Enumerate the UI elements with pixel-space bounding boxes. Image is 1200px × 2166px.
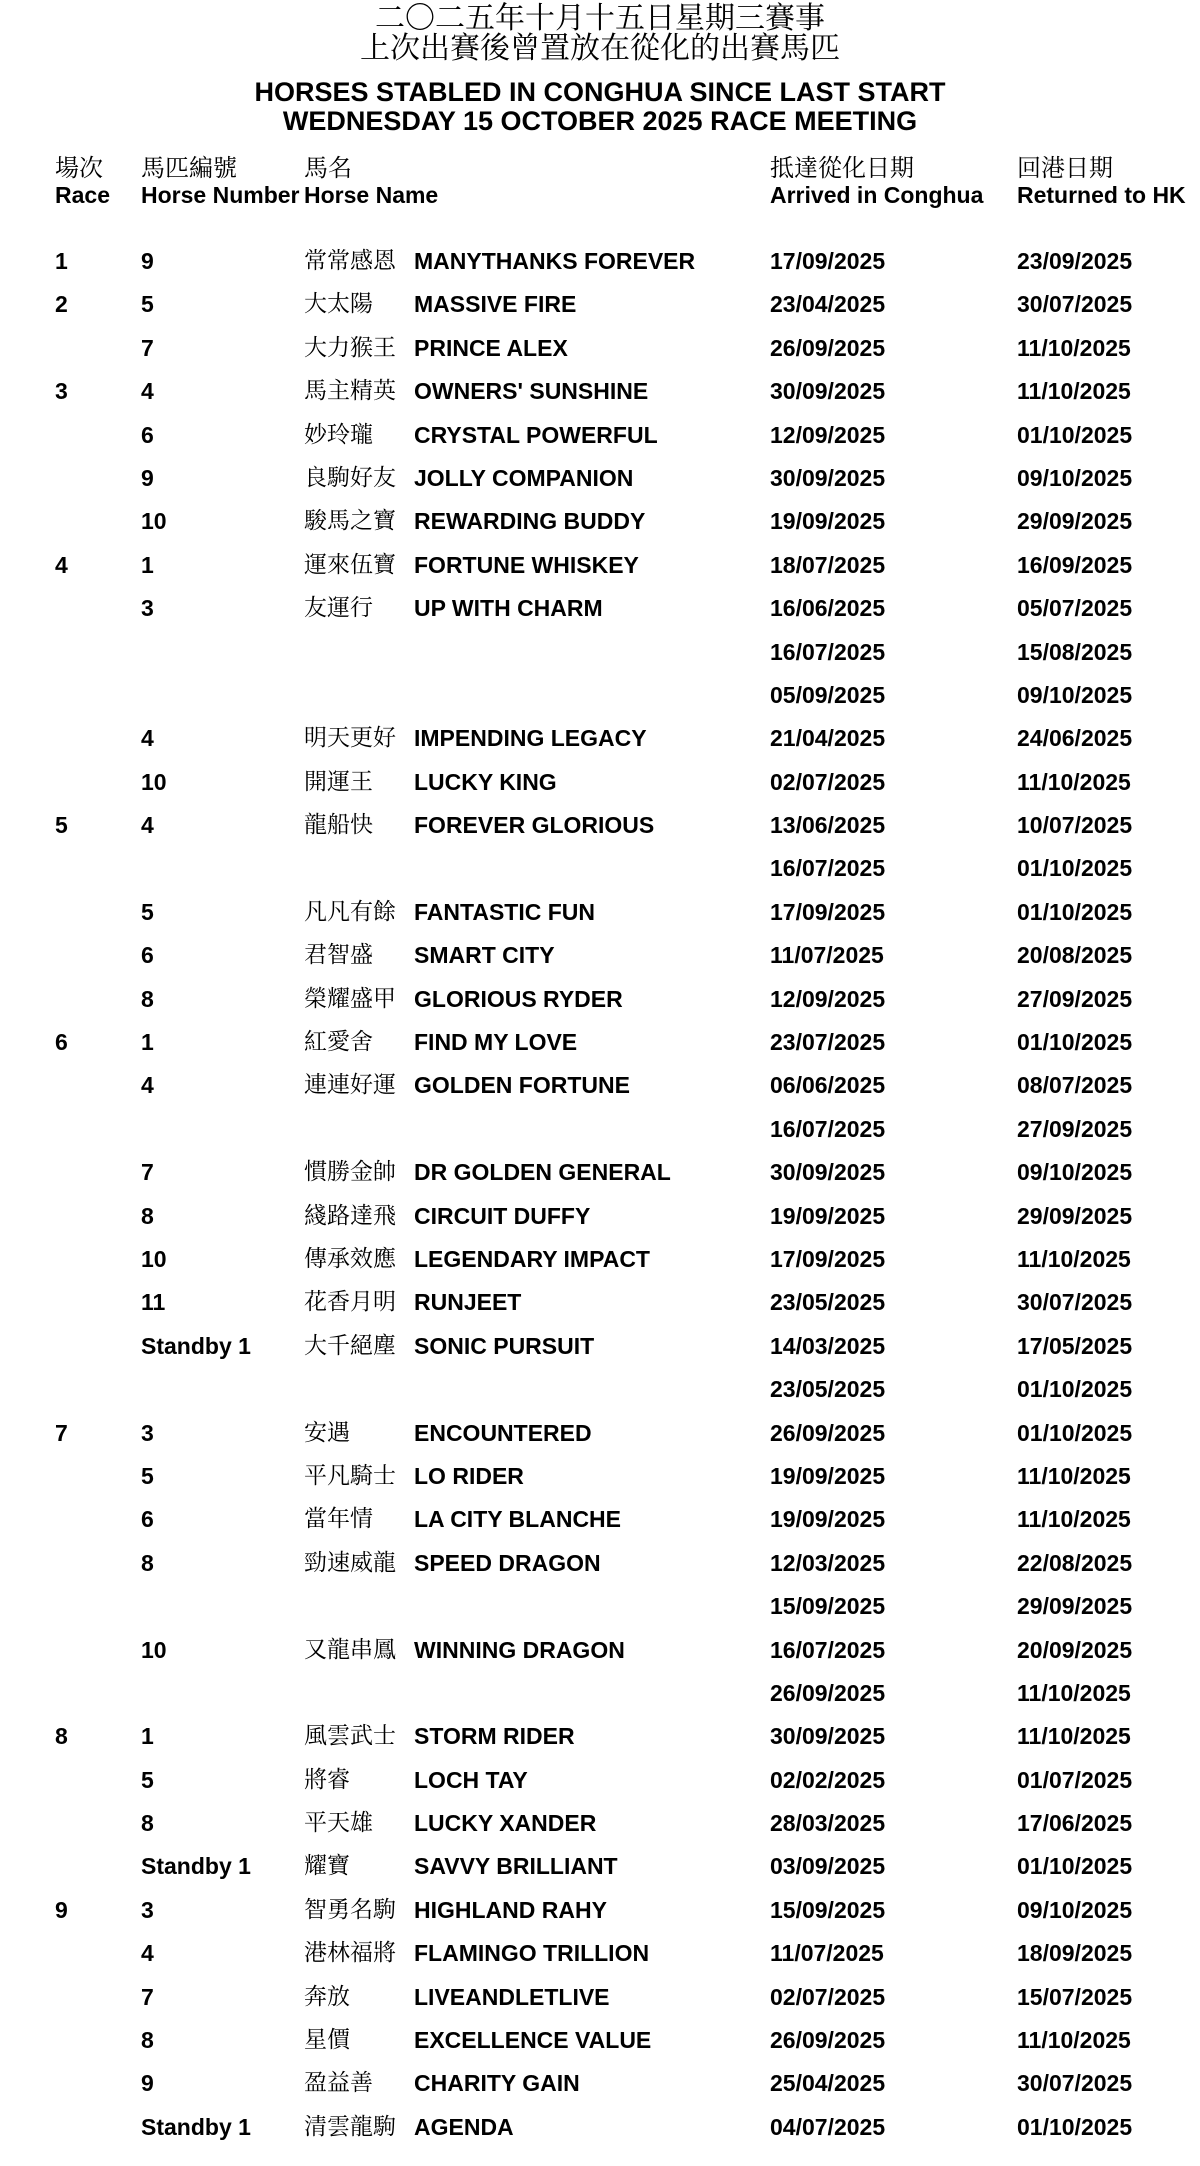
header-horse-number <box>141 154 299 209</box>
race-number: 7 <box>55 1419 68 1446</box>
table-row <box>0 414 1200 457</box>
title-chinese-line-1: 二〇二五年十月十五日星期三賽事 <box>375 1 825 36</box>
horse-name-english: FORTUNE WHISKEY <box>414 551 639 578</box>
horse-name-chinese: 凡凡有餘 <box>304 898 396 925</box>
arrived-date: 14/03/2025 <box>770 1332 886 1359</box>
horse-number: 4 <box>141 378 154 405</box>
horse-name-chinese: 友運行 <box>304 595 373 622</box>
horse-name-chinese: 君智盛 <box>304 942 373 969</box>
arrived-date: 16/06/2025 <box>770 595 886 622</box>
returned-date: 11/10/2025 <box>1017 2027 1131 2054</box>
race-number: 5 <box>55 812 68 839</box>
horse-name-chinese: 駿馬之寶 <box>304 508 396 535</box>
arrived-date: 17/09/2025 <box>770 898 886 925</box>
arrived-date: 13/06/2025 <box>770 812 886 839</box>
horse-name-english: FOREVER GLORIOUS <box>414 812 655 839</box>
table-row <box>0 370 1200 413</box>
returned-date: 09/10/2025 <box>1017 1159 1133 1186</box>
returned-date: 01/10/2025 <box>1017 1853 1133 1880</box>
table-row <box>0 1064 1200 1107</box>
returned-date: 27/09/2025 <box>1017 1115 1133 1142</box>
arrived-date: 19/09/2025 <box>770 508 886 535</box>
horse-name-english: LOCH TAY <box>414 1766 528 1793</box>
horse-number: 7 <box>141 1983 154 2010</box>
returned-date: 11/10/2025 <box>1017 768 1131 795</box>
arrived-date: 26/09/2025 <box>770 334 886 361</box>
table-row <box>0 1585 1200 1628</box>
horse-number: 1 <box>141 551 154 578</box>
returned-date: 08/07/2025 <box>1017 1072 1133 1099</box>
table-row <box>0 934 1200 977</box>
horse-number: 10 <box>141 768 167 795</box>
horse-number: Standby 1 <box>141 2113 251 2140</box>
returned-date: 09/10/2025 <box>1017 1896 1133 1923</box>
table-row <box>0 2062 1200 2105</box>
arrived-date: 02/07/2025 <box>770 1983 886 2010</box>
horse-number: 8 <box>141 985 154 1012</box>
table-row <box>0 1542 1200 1585</box>
arrived-date: 11/07/2025 <box>770 942 884 969</box>
race-number: 2 <box>55 291 68 318</box>
table-row <box>0 500 1200 543</box>
horse-number: 8 <box>141 1202 154 1229</box>
header-race-en: Race <box>55 182 110 208</box>
horse-name-english: LUCKY KING <box>414 768 557 795</box>
horse-name-english: RUNJEET <box>414 1289 522 1316</box>
horse-number: 11 <box>141 1289 166 1316</box>
horse-number: 3 <box>141 595 154 622</box>
horse-name-chinese: 將睿 <box>304 1766 350 1793</box>
returned-date: 29/09/2025 <box>1017 1593 1133 1620</box>
horse-name-english: ENCOUNTERED <box>414 1419 592 1446</box>
arrived-date: 26/09/2025 <box>770 1679 886 1706</box>
horse-name-chinese: 大千絕塵 <box>304 1332 396 1359</box>
header-returned-en: Returned to HK <box>1017 182 1186 208</box>
horse-number: 9 <box>141 248 154 274</box>
table-row <box>0 1238 1200 1281</box>
arrived-date: 16/07/2025 <box>770 855 886 882</box>
table-row <box>0 891 1200 934</box>
horse-number: 3 <box>141 1419 154 1446</box>
horse-number: 6 <box>141 421 154 448</box>
table-row <box>0 2019 1200 2062</box>
table-row <box>0 847 1200 890</box>
table-row <box>0 587 1200 630</box>
horse-name-chinese: 當年情 <box>304 1506 373 1533</box>
arrived-date: 19/09/2025 <box>770 1462 886 1489</box>
table-row <box>0 457 1200 500</box>
returned-date: 11/10/2025 <box>1017 1462 1131 1489</box>
table-row <box>0 761 1200 804</box>
returned-date: 01/07/2025 <box>1017 1766 1133 1793</box>
horse-name-english: WINNING DRAGON <box>414 1636 625 1663</box>
horse-name-english: PRINCE ALEX <box>414 334 568 361</box>
header-horse-name <box>304 154 438 209</box>
arrived-date: 04/07/2025 <box>770 2113 886 2140</box>
returned-date: 30/07/2025 <box>1017 291 1133 318</box>
arrived-date: 26/09/2025 <box>770 1419 886 1446</box>
horse-name-chinese: 大太陽 <box>304 291 373 318</box>
horse-name-chinese: 智勇名駒 <box>304 1896 396 1923</box>
title-english-line-2: WEDNESDAY 15 OCTOBER 2025 RACE MEETING <box>282 106 918 136</box>
horse-name-english: STORM RIDER <box>414 1723 575 1750</box>
table-row <box>0 1759 1200 1802</box>
horse-name-chinese: 常常感恩 <box>304 248 396 274</box>
horse-name-english: IMPENDING LEGACY <box>414 725 647 752</box>
race-number: 9 <box>55 1896 68 1923</box>
horse-number: 10 <box>141 508 167 535</box>
returned-date: 16/09/2025 <box>1017 551 1133 578</box>
horse-name-chinese: 又龍串鳳 <box>304 1636 396 1663</box>
horse-name-english: SMART CITY <box>414 942 555 969</box>
header-arrived-zh: 抵達從化日期 <box>770 154 914 182</box>
table-row <box>0 1021 1200 1064</box>
table-row <box>0 1498 1200 1541</box>
horse-name-english: SPEED DRAGON <box>414 1549 601 1576</box>
returned-date: 01/10/2025 <box>1017 1376 1133 1403</box>
header-arrived <box>770 154 983 209</box>
returned-date: 30/07/2025 <box>1017 1289 1133 1316</box>
table-row <box>0 1802 1200 1845</box>
horse-number: 4 <box>141 1072 154 1099</box>
horse-name-chinese: 平天雄 <box>304 1810 373 1837</box>
arrived-date: 23/05/2025 <box>770 1376 886 1403</box>
horse-name-english: DR GOLDEN GENERAL <box>414 1159 671 1186</box>
horse-number: 3 <box>141 1896 154 1923</box>
horse-name-english: EXCELLENCE VALUE <box>414 2027 652 2054</box>
horse-number: 8 <box>141 1549 154 1576</box>
horse-number: 5 <box>141 1462 154 1489</box>
horse-name-chinese: 良駒好友 <box>304 464 396 491</box>
table-row <box>0 1976 1200 2019</box>
horse-name-english: OWNERS' SUNSHINE <box>414 378 649 405</box>
horse-number: 5 <box>141 291 154 318</box>
race-number: 8 <box>55 1723 68 1750</box>
horse-name-chinese: 勁速威龍 <box>304 1549 396 1576</box>
arrived-date: 19/09/2025 <box>770 1506 886 1533</box>
horse-name-chinese: 耀寶 <box>304 1853 350 1880</box>
horse-number: 8 <box>141 2027 154 2054</box>
arrived-date: 17/09/2025 <box>770 1245 886 1272</box>
returned-date: 20/08/2025 <box>1017 942 1133 969</box>
header-horse-name-zh: 馬名 <box>304 154 352 182</box>
table-row <box>0 1108 1200 1151</box>
horse-number: 10 <box>141 1636 167 1663</box>
returned-date: 29/09/2025 <box>1017 1202 1133 1229</box>
horse-name-english: FIND MY LOVE <box>414 1029 578 1056</box>
table-row <box>0 717 1200 760</box>
horse-name-chinese: 盈益善 <box>304 2070 373 2097</box>
returned-date: 10/07/2025 <box>1017 812 1133 839</box>
horse-name-english: CRYSTAL POWERFUL <box>414 421 658 448</box>
horse-number: 6 <box>141 1506 154 1533</box>
arrived-date: 23/05/2025 <box>770 1289 886 1316</box>
horse-number: Standby 1 <box>141 1332 251 1359</box>
returned-date: 20/09/2025 <box>1017 1636 1133 1663</box>
table-row <box>0 1281 1200 1324</box>
table-row <box>0 1325 1200 1368</box>
table-row <box>0 804 1200 847</box>
race-number: 1 <box>55 248 68 274</box>
arrived-date: 18/07/2025 <box>770 551 886 578</box>
arrived-date: 12/09/2025 <box>770 985 886 1012</box>
table-row <box>0 2106 1200 2149</box>
horse-name-chinese: 妙玲瓏 <box>304 421 373 448</box>
table-row <box>0 1629 1200 1672</box>
header-race <box>55 154 110 209</box>
arrived-date: 12/09/2025 <box>770 421 886 448</box>
returned-date: 05/07/2025 <box>1017 595 1133 622</box>
horse-name-chinese: 馬主精英 <box>304 378 396 405</box>
returned-date: 01/10/2025 <box>1017 1419 1133 1446</box>
arrived-date: 17/09/2025 <box>770 248 886 274</box>
arrived-date: 02/07/2025 <box>770 768 886 795</box>
horse-name-english: FANTASTIC FUN <box>414 898 596 925</box>
horse-name-chinese: 龍船快 <box>304 812 373 839</box>
arrived-date: 25/04/2025 <box>770 2070 886 2097</box>
horse-name-chinese: 大力猴王 <box>304 334 396 361</box>
returned-date: 15/08/2025 <box>1017 638 1133 665</box>
horse-name-chinese: 明天更好 <box>304 725 396 752</box>
race-number: 6 <box>55 1029 68 1056</box>
table-row <box>0 327 1200 370</box>
title-chinese-line-2: 上次出賽後曾置放在從化的出賽馬匹 <box>360 31 840 66</box>
table-row <box>0 283 1200 326</box>
horse-number: 9 <box>141 2070 154 2097</box>
returned-date: 22/08/2025 <box>1017 1549 1133 1576</box>
horse-number: 10 <box>141 1245 167 1272</box>
horse-name-chinese: 運來伍寶 <box>304 551 396 578</box>
horse-number: 7 <box>141 334 154 361</box>
horse-name-chinese: 連連好運 <box>304 1072 396 1099</box>
returned-date: 01/10/2025 <box>1017 855 1133 882</box>
race-number: 4 <box>55 551 68 578</box>
horse-table <box>0 240 1200 2149</box>
returned-date: 17/06/2025 <box>1017 1810 1133 1837</box>
horse-name-english: CIRCUIT DUFFY <box>414 1202 591 1229</box>
returned-date: 18/09/2025 <box>1017 1940 1133 1967</box>
horse-name-chinese: 安遇 <box>304 1419 350 1446</box>
arrived-date: 12/03/2025 <box>770 1549 886 1576</box>
returned-date: 01/10/2025 <box>1017 2113 1133 2140</box>
horse-name-chinese: 港林福將 <box>304 1940 396 1967</box>
horse-name-chinese: 傳承效應 <box>304 1245 396 1272</box>
horse-number: 4 <box>141 725 154 752</box>
horse-number: Standby 1 <box>141 1853 251 1880</box>
horse-name-chinese: 花香月明 <box>304 1289 396 1316</box>
table-row <box>0 1455 1200 1498</box>
table-row <box>0 1932 1200 1975</box>
arrived-date: 11/07/2025 <box>770 1940 884 1967</box>
horse-name-english: HIGHLAND RAHY <box>414 1896 607 1923</box>
horse-name-english: REWARDING BUDDY <box>414 508 646 535</box>
returned-date: 11/10/2025 <box>1017 378 1131 405</box>
returned-date: 30/07/2025 <box>1017 2070 1133 2097</box>
returned-date: 23/09/2025 <box>1017 248 1133 274</box>
horse-name-english: CHARITY GAIN <box>414 2070 580 2097</box>
horse-name-english: MASSIVE FIRE <box>414 291 577 318</box>
horse-number: 5 <box>141 898 154 925</box>
header-returned <box>1017 154 1186 209</box>
returned-date: 29/09/2025 <box>1017 508 1133 535</box>
table-row <box>0 978 1200 1021</box>
arrived-date: 16/07/2025 <box>770 1115 886 1142</box>
returned-date: 11/10/2025 <box>1017 1723 1131 1750</box>
header-horse-number-en: Horse Number <box>141 182 300 208</box>
arrived-date: 30/09/2025 <box>770 464 886 491</box>
returned-date: 27/09/2025 <box>1017 985 1133 1012</box>
header-returned-zh: 回港日期 <box>1017 154 1113 182</box>
header-horse-number-zh: 馬匹編號 <box>141 154 237 182</box>
returned-date: 01/10/2025 <box>1017 421 1133 448</box>
arrived-date: 15/09/2025 <box>770 1593 886 1620</box>
horse-name-chinese: 平凡騎士 <box>304 1462 396 1489</box>
race-number: 3 <box>55 378 68 405</box>
horse-name-english: LIVEANDLETLIVE <box>414 1983 610 2010</box>
returned-date: 17/05/2025 <box>1017 1332 1133 1359</box>
horse-name-english: GOLDEN FORTUNE <box>414 1072 630 1099</box>
horse-number: 4 <box>141 1940 154 1967</box>
arrived-date: 30/09/2025 <box>770 1159 886 1186</box>
returned-date: 11/10/2025 <box>1017 334 1131 361</box>
horse-name-english: JOLLY COMPANION <box>414 464 634 491</box>
arrived-date: 02/02/2025 <box>770 1766 886 1793</box>
arrived-date: 23/07/2025 <box>770 1029 886 1056</box>
table-row <box>0 1195 1200 1238</box>
returned-date: 24/06/2025 <box>1017 725 1133 752</box>
horse-name-english: SAVVY BRILLIANT <box>414 1853 618 1880</box>
horse-number: 5 <box>141 1766 154 1793</box>
horse-name-english: SONIC PURSUIT <box>414 1332 595 1359</box>
table-row <box>0 1889 1200 1932</box>
returned-date: 01/10/2025 <box>1017 1029 1133 1056</box>
table-row <box>0 1151 1200 1194</box>
table-row <box>0 544 1200 587</box>
table-row <box>0 1715 1200 1758</box>
arrived-date: 28/03/2025 <box>770 1810 886 1837</box>
horse-number: 6 <box>141 942 154 969</box>
header-race-zh: 場次 <box>55 154 103 182</box>
returned-date: 01/10/2025 <box>1017 898 1133 925</box>
horse-name-english: LEGENDARY IMPACT <box>414 1245 650 1272</box>
horse-name-english: LA CITY BLANCHE <box>414 1506 621 1533</box>
arrived-date: 03/09/2025 <box>770 1853 886 1880</box>
horse-name-english: LUCKY XANDER <box>414 1810 597 1837</box>
horse-number: 9 <box>141 464 154 491</box>
arrived-date: 05/09/2025 <box>770 681 886 708</box>
arrived-date: 16/07/2025 <box>770 638 886 665</box>
horse-number: 8 <box>141 1810 154 1837</box>
table-row <box>0 631 1200 674</box>
horse-name-chinese: 開運王 <box>304 768 373 795</box>
horse-name-english: UP WITH CHARM <box>414 595 603 622</box>
returned-date: 09/10/2025 <box>1017 681 1133 708</box>
arrived-date: 21/04/2025 <box>770 725 886 752</box>
horse-name-english: GLORIOUS RYDER <box>414 985 623 1012</box>
arrived-date: 30/09/2025 <box>770 1723 886 1750</box>
returned-date: 11/10/2025 <box>1017 1679 1131 1706</box>
horse-name-chinese: 星價 <box>304 2027 350 2054</box>
returned-date: 15/07/2025 <box>1017 1983 1133 2010</box>
horse-number: 1 <box>141 1723 154 1750</box>
table-row <box>0 1845 1200 1888</box>
arrived-date: 23/04/2025 <box>770 291 886 318</box>
horse-name-english: AGENDA <box>414 2113 514 2140</box>
table-row <box>0 1672 1200 1715</box>
header-horse-name-en: Horse Name <box>304 182 439 208</box>
table-row <box>0 240 1200 283</box>
arrived-date: 16/07/2025 <box>770 1636 886 1663</box>
arrived-date: 19/09/2025 <box>770 1202 886 1229</box>
horse-name-english: LO RIDER <box>414 1462 524 1489</box>
arrived-date: 26/09/2025 <box>770 2027 886 2054</box>
horse-name-english: FLAMINGO TRILLION <box>414 1940 650 1967</box>
returned-date: 09/10/2025 <box>1017 464 1133 491</box>
arrived-date: 06/06/2025 <box>770 1072 886 1099</box>
horse-number: 4 <box>141 812 154 839</box>
horse-name-chinese: 奔放 <box>304 1983 350 2010</box>
horse-name-chinese: 清雲龍駒 <box>304 2113 396 2140</box>
horse-number: 1 <box>141 1029 154 1056</box>
title-english-line-1: HORSES STABLED IN CONGHUA SINCE LAST START <box>254 77 946 107</box>
returned-date: 11/10/2025 <box>1017 1506 1131 1533</box>
horse-name-chinese: 慣勝金帥 <box>304 1159 396 1186</box>
table-row <box>0 1412 1200 1455</box>
horse-name-chinese: 榮耀盛甲 <box>304 985 396 1012</box>
arrived-date: 30/09/2025 <box>770 378 886 405</box>
table-row <box>0 674 1200 717</box>
horse-name-english: MANYTHANKS FOREVER <box>414 248 696 274</box>
arrived-date: 15/09/2025 <box>770 1896 886 1923</box>
header-arrived-en: Arrived in Conghua <box>770 182 984 208</box>
returned-date: 11/10/2025 <box>1017 1245 1131 1272</box>
horse-name-chinese: 紅愛舍 <box>304 1029 373 1056</box>
horse-name-chinese: 綫路達飛 <box>304 1202 396 1229</box>
horse-name-chinese: 風雲武士 <box>304 1723 396 1750</box>
horse-number: 7 <box>141 1159 154 1186</box>
table-row <box>0 1368 1200 1411</box>
